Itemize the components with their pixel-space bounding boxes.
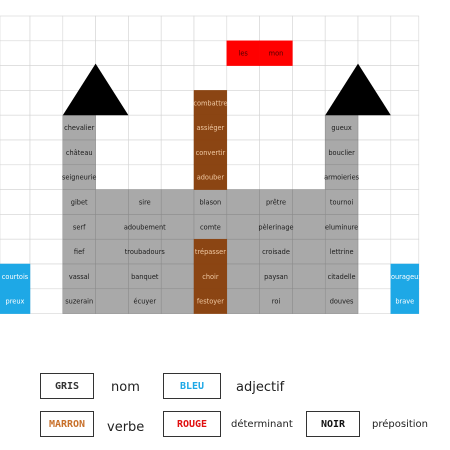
gray-cell [227,239,260,264]
grid-cell [0,41,30,66]
gray-cell [161,190,194,215]
grid-cell [391,140,419,165]
word-10-8: paysan [264,272,288,281]
grid-cell [292,16,325,41]
gray-cell [227,289,260,314]
grid-cell [194,66,227,91]
grid-cell [96,165,129,190]
grid-cell [194,16,227,41]
grid-cell [391,16,419,41]
word-7-10: tournoi [329,198,354,207]
grid-cell [0,190,30,215]
grid-cell [260,140,293,165]
word-8-2: serf [72,223,86,232]
grid-cell [30,16,63,41]
word-1-7: les [238,49,248,58]
word-7-8: prêtre [265,198,287,207]
legend-key-bleu: BLEU [163,373,221,399]
grid-cell [391,214,419,239]
grid-cell [325,16,358,41]
word-11-10: douves [329,297,354,306]
grid-cell [96,16,129,41]
word-7-6: blason [199,198,222,207]
legend-key-gris: GRIS [40,373,94,399]
word-8-4: adoubement [123,223,166,232]
grid-cell [96,140,129,165]
word-3-6: combattre [193,99,228,108]
word-6-10: armoieries [324,173,360,182]
word-9-6: trépasser [194,248,226,257]
grid-cell [227,115,260,140]
grid-cell [391,190,419,215]
grid-cell [128,115,161,140]
grid-cell [0,165,30,190]
grid-cell [161,140,194,165]
gray-cell [161,214,194,239]
grid-cell [161,115,194,140]
gray-cell [96,190,129,215]
word-4-10: gueux [331,124,352,133]
grid-cell [292,41,325,66]
gray-cell [292,214,325,239]
grid-cell [227,140,260,165]
word-11-8: roi [271,297,281,306]
grid-cell [63,16,96,41]
grid-cell [30,165,63,190]
word-6-6: adouber [196,173,225,182]
grid-cell [227,165,260,190]
word-5-2: château [65,148,93,157]
grid-cell [30,140,63,165]
word-10-12: courageux [387,272,423,281]
legend-meaning-preposition: préposition [372,419,429,430]
grid-cell [30,214,63,239]
grid-cell [161,16,194,41]
word-9-8: croisade [262,248,290,257]
grid-cell [0,90,30,115]
grid-cell [358,16,391,41]
grid-cell [325,41,358,66]
grid-cell [358,41,391,66]
grid-cell [358,214,391,239]
grid-cell [0,214,30,239]
word-11-0: preux [5,297,25,306]
word-7-4: sire [138,198,151,207]
gray-cell [292,289,325,314]
grid-cell [358,140,391,165]
legend-meaning-adjectif: adjectif [236,380,285,395]
grid-cell [128,66,161,91]
grid-cell [30,289,63,314]
grid-cell [0,239,30,264]
gray-cell [292,239,325,264]
gray-cell [161,289,194,314]
grid-cell [161,41,194,66]
legend-meaning-determinant: déterminant [231,419,293,430]
grid-cell [30,190,63,215]
grid-cell [260,66,293,91]
grid-cell [358,115,391,140]
grid-cell [292,140,325,165]
grid-cell [391,90,419,115]
grid-cell [260,16,293,41]
gray-cell [292,264,325,289]
grid-cell [30,264,63,289]
word-10-6: choir [202,272,219,281]
grid-cell [161,90,194,115]
word-11-12: brave [395,297,415,306]
word-4-6: assiéger [196,124,225,133]
grid-cell [292,165,325,190]
grid-cell [128,90,161,115]
legend-key-marron: MARRON [40,411,94,437]
grid-cell [358,165,391,190]
word-5-10: bouclier [328,148,355,157]
legend-meaning-nom: nom [111,380,140,395]
grid-cell [128,140,161,165]
word-10-4: banquet [131,272,159,281]
grid-cell [227,90,260,115]
grid-cell [260,115,293,140]
grid-cell [161,66,194,91]
word-9-10: lettrine [329,248,354,257]
grid-cell [0,16,30,41]
grid-cell [96,41,129,66]
gray-cell [227,214,260,239]
grid-cell [0,66,30,91]
word-10-0: courtois [1,272,29,281]
grid-cell [0,140,30,165]
grid-cell [30,90,63,115]
word-10-10: citadelle [327,272,356,281]
word-8-8: pèlerinage [258,223,294,232]
grid-cell [260,90,293,115]
grid-cell [30,115,63,140]
word-9-4: troubadours [124,248,165,257]
grid-cell [391,239,419,264]
grid-cell [260,165,293,190]
word-1-8: mon [268,49,284,58]
grid-cell [391,115,419,140]
grid-cell [30,66,63,91]
gray-cell [161,239,194,264]
word-8-6: comte [200,223,221,232]
word-11-6: festoyer [196,297,224,306]
grid-cell [96,115,129,140]
grid-cell [30,41,63,66]
grid-cell [194,41,227,66]
word-10-2: vassal [68,272,90,281]
legend-meaning-verbe: verbe [107,420,145,435]
grid-cell [292,115,325,140]
grid-cell [128,16,161,41]
grid-cell [358,190,391,215]
grid-cell [358,239,391,264]
gray-cell [227,264,260,289]
grid-cell [358,289,391,314]
gray-cell [96,289,129,314]
grid-cell [161,165,194,190]
grid-cell [227,66,260,91]
gray-cell [292,190,325,215]
grid-cell [391,165,419,190]
word-6-2: seigneurie [61,173,97,182]
word-11-2: suzerain [65,297,94,306]
legend-key-noir: NOIR [306,411,360,437]
word-11-4: écuyer [133,297,157,306]
gray-cell [227,190,260,215]
word-7-2: gibet [70,198,88,207]
word-9-2: fief [73,248,85,257]
word-4-2: chevalier [64,124,95,133]
gray-cell [96,264,129,289]
grid-cell [292,90,325,115]
word-5-6: convertir [195,148,226,157]
grid-cell [30,239,63,264]
grid-cell [292,66,325,91]
grid-cell [128,165,161,190]
gray-cell [96,239,129,264]
grid-cell [358,264,391,289]
legend-key-rouge: ROUGE [163,411,221,437]
grid-cell [227,16,260,41]
grid-cell [391,66,419,91]
grid-cell [128,41,161,66]
gray-cell [161,264,194,289]
grid-cell [63,41,96,66]
grid-cell [0,115,30,140]
word-8-10: eluminure [324,223,359,232]
grid-cell [391,41,419,66]
